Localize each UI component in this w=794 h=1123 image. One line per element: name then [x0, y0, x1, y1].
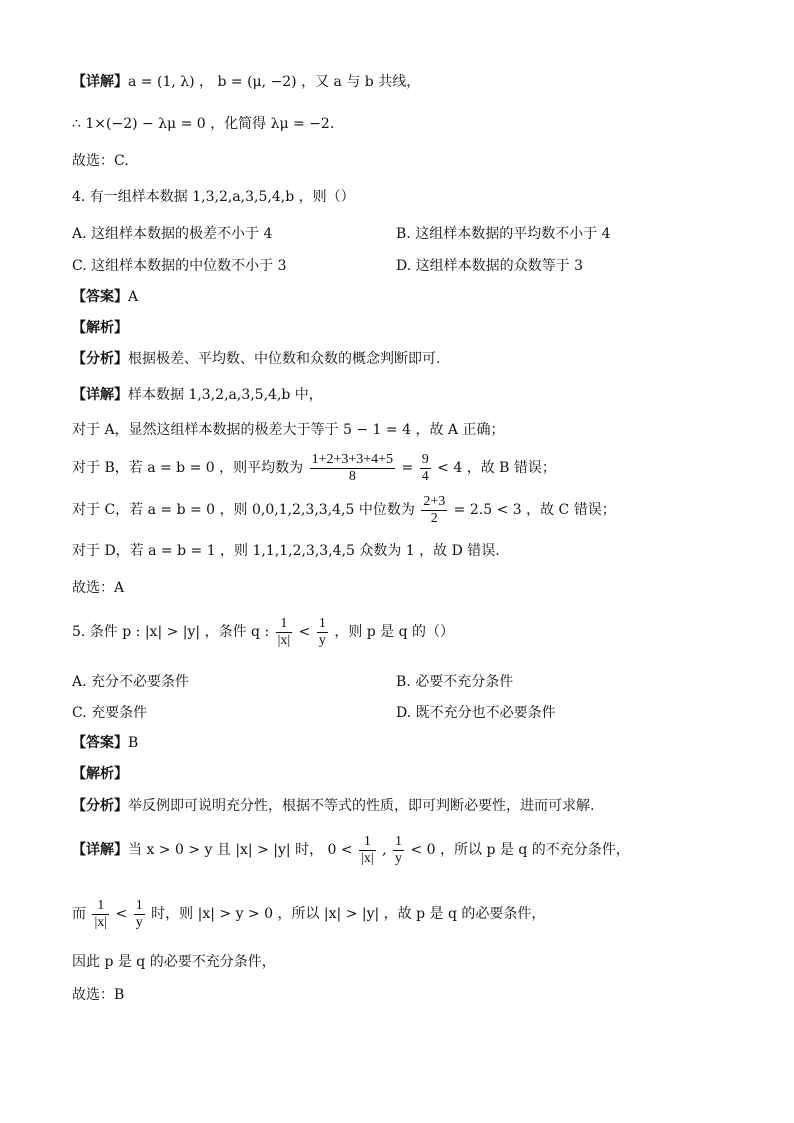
q5-stem-den2: y — [318, 632, 326, 648]
q5-detail-frac1 — [359, 834, 376, 867]
q5-answer-tag: 【答案】 — [72, 735, 128, 751]
q4-line-c-num: 2+3 — [423, 493, 446, 509]
q5-detail-den2: y — [395, 850, 403, 866]
q5-option-b: B. 必要不充分条件 — [396, 674, 514, 690]
q4-line-b-pre: 对于 B，若 a = b = 0 ，则平均数为 — [72, 460, 304, 476]
q5-detail-post: < 0 ，所以 p 是 q 的不充分条件， — [406, 842, 630, 858]
q5-stem-frac2 — [317, 616, 328, 649]
q4-detail-text: 样本数据 1,3,2,a,3,5,4,b 中， — [128, 387, 323, 403]
q5-detail-num1: 1 — [359, 834, 376, 851]
q5-stem-pre: 5. 条件 p : |x| > |y| ，条件 q : — [72, 624, 274, 640]
q5-option-a: A. 充分不必要条件 — [72, 674, 190, 690]
q5-fenxi — [72, 796, 594, 816]
q4-stem: 4. 有一组样本数据 1,3,2,a,3,5,4,b ，则（） — [72, 189, 355, 205]
q3-detail-line2: ∴ 1×(−2) − λμ = 0 ，化简得 λμ = −2. — [72, 116, 335, 132]
q5-line2-frac1 — [92, 898, 109, 931]
q4-option-a: A. 这组样本数据的极差不小于 4 — [72, 226, 273, 242]
q3-detail-tag: 【详解】 — [72, 74, 128, 90]
q4-option-c: C. 这组样本数据的中位数不小于 3 — [72, 258, 287, 274]
q4-detail — [72, 385, 323, 405]
q5-fenxi-text: 举反例即可说明充分性，根据不等式的性质，即可判断必要性，进而可求解. — [128, 798, 595, 814]
q5-stem-den1: |x| — [277, 632, 291, 648]
q5-line2-pre: 而 — [72, 906, 91, 922]
q4-detail-tag: 【详解】 — [72, 387, 128, 403]
q4-line-b-num: 1+2+3+3+4+5 — [311, 451, 394, 467]
q4-line-a: 对于 A，显然这组样本数据的极差大于等于 5 − 1 = 4 ，故 A 正确； — [72, 422, 505, 438]
q3-choose: 故选：C. — [72, 153, 129, 169]
q5-line2-den2: y — [135, 914, 143, 930]
q5-line2-frac2 — [134, 898, 145, 931]
q4-line-b-den: 8 — [348, 468, 356, 484]
q5-stem-num2: 1 — [318, 615, 326, 631]
q3-detail-line1 — [72, 72, 420, 92]
q4-fenxi-tag: 【分析】 — [72, 351, 128, 367]
q4-answer-tag: 【答案】 — [72, 289, 128, 305]
q4-line-d: 对于 D，若 a = b = 1 ，则 1,1,1,2,3,3,4,5 众数为 1 ，故 D 错误. — [72, 543, 500, 559]
q4-fenxi — [72, 349, 440, 369]
q4-line-c-pre: 对于 C，若 a = b = 0 ，则 0,0,1,2,3,3,4,5 中位数为 — [72, 502, 415, 518]
q4-option-b: B. 这组样本数据的平均数不小于 4 — [396, 226, 611, 242]
q4-line-c-den: 2 — [430, 510, 438, 526]
q3-detail-text: a = (1, λ) ， b = (μ, −2) ，又 a 与 b 共线， — [128, 74, 421, 90]
q5-detail — [72, 828, 630, 872]
q5-line2-lt: < — [111, 906, 132, 922]
q4-line-c-frac — [421, 494, 447, 527]
q5-line2-den1: |x| — [94, 914, 108, 930]
q5-detail-num2: 1 — [395, 833, 403, 849]
q4-line-b-den2: 4 — [421, 468, 429, 484]
q5-stem-lt: < — [294, 624, 315, 640]
q5-stem-frac1 — [276, 616, 293, 649]
q5-analysis-tag: 【解析】 — [72, 766, 128, 782]
q4-answer-value: A — [128, 289, 139, 305]
q4-answer — [72, 287, 138, 307]
q4-line-b-post: < 4 ，故 B 错误； — [432, 460, 556, 476]
q4-line-b-frac2 — [420, 452, 431, 485]
q4-line-b-eq: = — [397, 460, 418, 476]
q4-option-d: D. 这组样本数据的众数等于 3 — [396, 258, 583, 274]
q5-option-c: C. 充要条件 — [72, 705, 148, 721]
q5-fenxi-tag: 【分析】 — [72, 798, 128, 814]
q5-stem — [72, 610, 454, 654]
q5-line2 — [72, 892, 545, 936]
q5-detail-tag: 【详解】 — [72, 842, 128, 858]
q5-line2-post: 时，则 |x| > y > 0 ，所以 |x| > |y| ，故 p 是 q 的必要条件， — [146, 906, 546, 922]
q4-line-b-frac1 — [310, 452, 395, 485]
q5-detail-comma: , — [377, 842, 392, 858]
q5-stem-num1: 1 — [276, 616, 293, 633]
q4-analysis-tag: 【解析】 — [72, 320, 128, 336]
q5-line2-num2: 1 — [135, 897, 143, 913]
q5-detail-den1: |x| — [361, 850, 374, 866]
q5-line3: 因此 p 是 q 的必要不充分条件， — [72, 954, 276, 970]
q4-line-b — [72, 446, 556, 490]
q4-fenxi-text: 根据极差、平均数、中位数和众数的概念判断即可. — [128, 351, 441, 367]
q5-choose: 故选：B — [72, 987, 125, 1003]
q4-line-c — [72, 488, 616, 532]
q5-detail-frac2 — [393, 834, 404, 867]
q5-detail-pre: 当 x > 0 > y 且 |x| > |y| 时， 0 < — [128, 842, 358, 858]
q4-line-c-post: = 2.5 < 3 ，故 C 错误； — [449, 502, 616, 518]
q4-choose: 故选：A — [72, 580, 125, 596]
q5-line2-num1: 1 — [92, 898, 109, 915]
q5-answer-value: B — [128, 735, 139, 751]
q5-option-d: D. 既不充分也不必要条件 — [396, 705, 556, 721]
q5-stem-post: ，则 p 是 q 的（） — [329, 624, 455, 640]
q4-line-b-num2: 9 — [421, 451, 429, 467]
q5-answer — [72, 733, 138, 753]
